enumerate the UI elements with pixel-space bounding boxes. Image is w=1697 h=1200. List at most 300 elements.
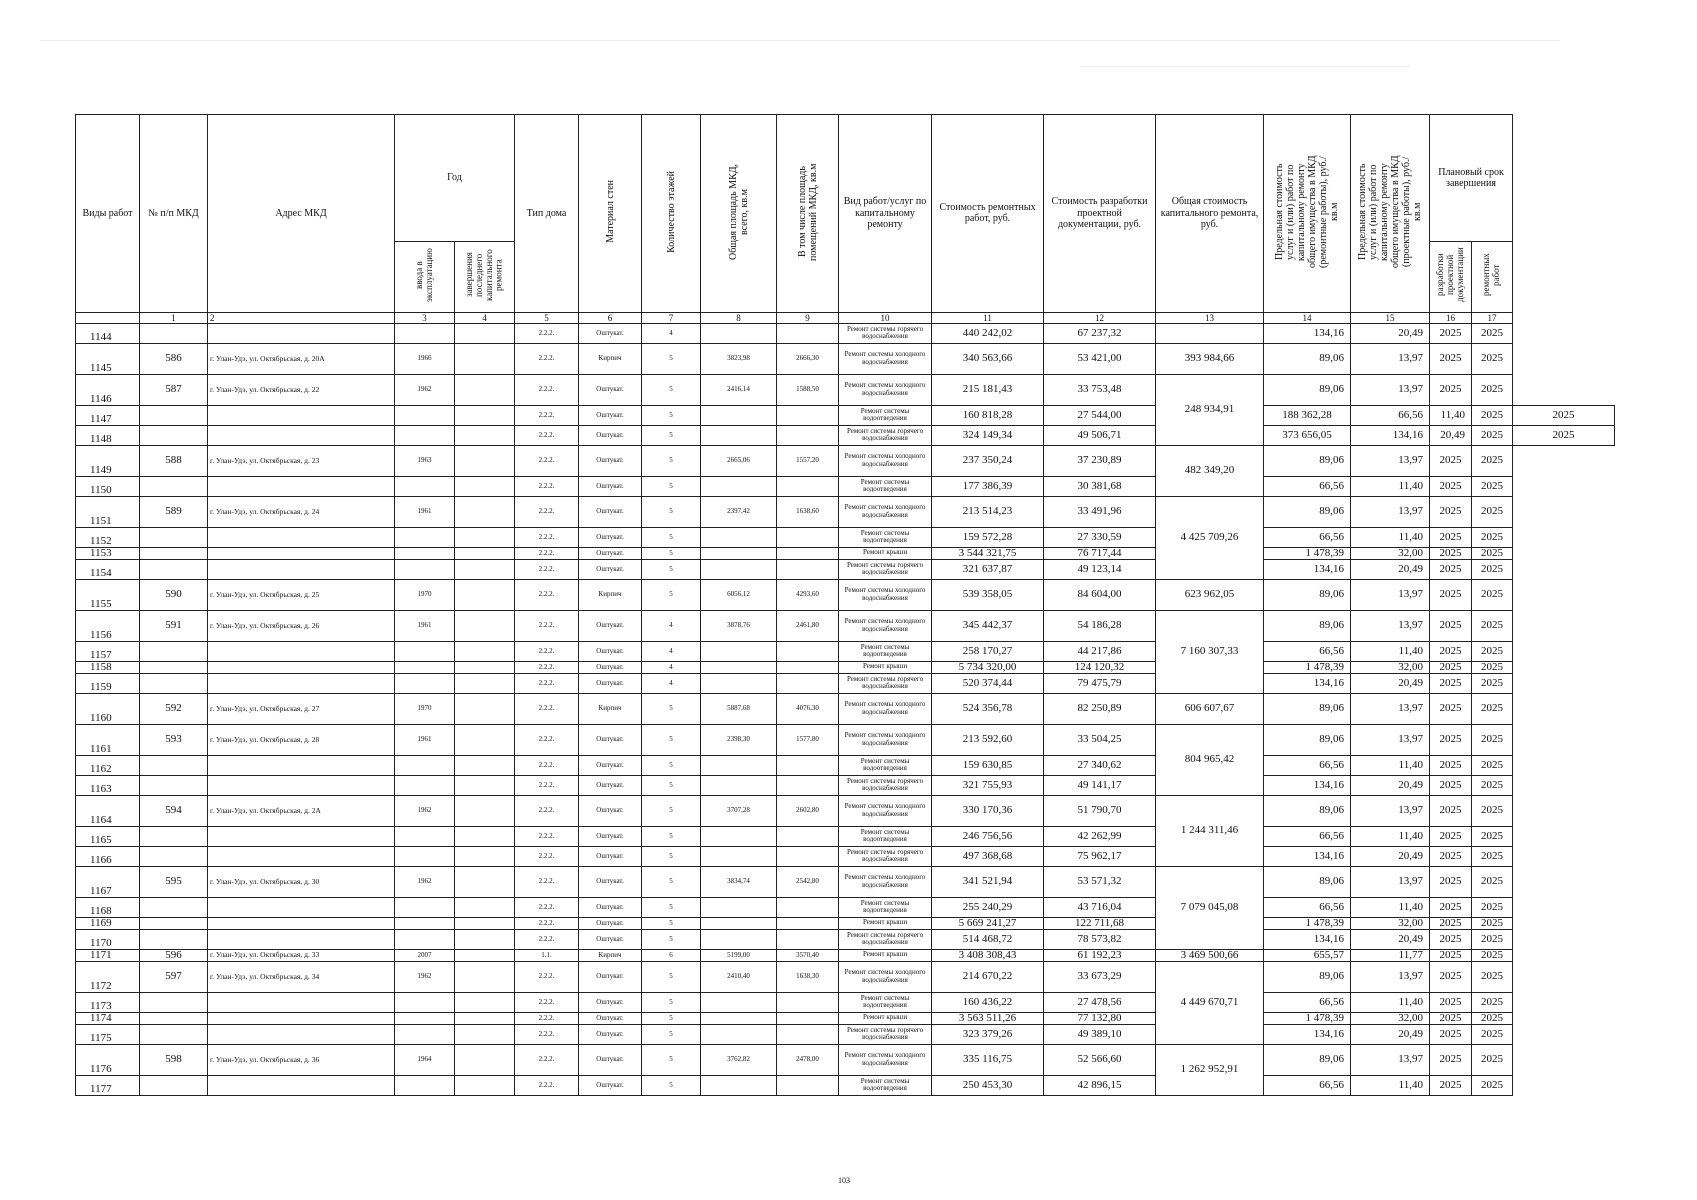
- mkd-number-cell: 590: [140, 579, 208, 610]
- row-number-cell: 1177: [76, 1075, 140, 1095]
- limit-repair-cell: 66,56: [1264, 897, 1351, 917]
- wall-material-cell: Оштукат.: [579, 795, 642, 826]
- table-row: [76, 323, 1615, 343]
- repair-cost-cell: 323 379,26: [932, 1024, 1044, 1044]
- total-area-cell: [701, 323, 777, 343]
- row-number-cell: 1150: [76, 476, 140, 496]
- plan-repair-year-cell: 2025: [1472, 496, 1513, 527]
- plan-repair-year-cell: 2025: [1472, 610, 1513, 641]
- design-cost-cell: 124 120,32: [1044, 661, 1156, 673]
- year-built-cell: 1962: [395, 866, 455, 897]
- limit-design-cell: 13,97: [1351, 961, 1430, 992]
- house-type-cell: 2.2.2.: [515, 641, 579, 661]
- living-area-cell: [777, 559, 839, 579]
- row-number-cell: 1160: [76, 693, 140, 724]
- year-last-repair-cell: [455, 949, 515, 961]
- plan-repair-year-cell: 2025: [1472, 579, 1513, 610]
- address-cell: [208, 547, 395, 559]
- mkd-number-cell: [140, 775, 208, 795]
- wall-material-cell: Оштукат.: [579, 724, 642, 755]
- design-cost-cell: 27 330,59: [1044, 527, 1156, 547]
- row-number-cell: 1144: [76, 323, 140, 343]
- year-built-cell: 1970: [395, 693, 455, 724]
- total-area-cell: [701, 775, 777, 795]
- plan-repair-year-cell: 2025: [1472, 866, 1513, 897]
- mkd-number-cell: [140, 559, 208, 579]
- design-cost-cell: 67 237,32: [1044, 323, 1156, 343]
- limit-repair-cell: 66,56: [1264, 992, 1351, 1012]
- repair-cost-cell: 321 637,87: [932, 559, 1044, 579]
- wall-material-cell: Оштукат.: [579, 826, 642, 846]
- total-area-cell: [701, 559, 777, 579]
- plan-design-year-cell: 2025: [1430, 661, 1472, 673]
- work-type-cell: Ремонт системы водоотведения: [839, 1075, 932, 1095]
- plan-repair-year-cell: 2025: [1472, 724, 1513, 755]
- column-number-cell: 8: [701, 312, 777, 323]
- work-type-cell: Ремонт системы холодного водоснабжения: [839, 343, 932, 374]
- plan-repair-year-cell: 2025: [1472, 826, 1513, 846]
- living-area-cell: [777, 425, 839, 445]
- year-last-repair-cell: [455, 445, 515, 476]
- column-number-cell: 6: [579, 312, 642, 323]
- wall-material-cell: Оштукат.: [579, 323, 642, 343]
- table-row: [76, 992, 1615, 1012]
- house-type-cell: 2.2.2.: [515, 527, 579, 547]
- work-type-cell: Ремонт системы холодного водоснабжения: [839, 374, 932, 405]
- limit-design-cell: 13,97: [1351, 374, 1430, 405]
- table-row: [76, 846, 1615, 866]
- plan-repair-year-cell: 2025: [1472, 661, 1513, 673]
- house-type-cell: 2.2.2.: [515, 547, 579, 559]
- plan-repair-year-cell: 2025: [1472, 929, 1513, 949]
- year-last-repair-cell: [455, 917, 515, 929]
- living-area-cell: [777, 547, 839, 559]
- table-row: [76, 795, 1615, 826]
- plan-design-year-cell: 2025: [1430, 693, 1472, 724]
- year-built-cell: 1963: [395, 445, 455, 476]
- row-number-cell: 1154: [76, 559, 140, 579]
- table-body: [76, 323, 1615, 1095]
- plan-repair-year-cell: 2025: [1472, 476, 1513, 496]
- mkd-number-cell: 592: [140, 693, 208, 724]
- row-number-cell: 1170: [76, 929, 140, 949]
- repair-cost-cell: 3 544 321,75: [932, 547, 1044, 559]
- wall-material-cell: Оштукат.: [579, 374, 642, 405]
- address-cell: [208, 917, 395, 929]
- plan-design-year-cell: 2025: [1430, 961, 1472, 992]
- year-last-repair-cell: [455, 610, 515, 641]
- living-area-cell: [777, 405, 839, 425]
- repair-cost-cell: 440 242,02: [932, 323, 1044, 343]
- table-row: [76, 496, 1615, 527]
- column-number-cell: 7: [642, 312, 701, 323]
- mkd-number-cell: [140, 476, 208, 496]
- year-last-repair-cell: [455, 961, 515, 992]
- limit-design-cell: 32,00: [1351, 917, 1430, 929]
- mkd-number-cell: 593: [140, 724, 208, 755]
- year-built-cell: [395, 405, 455, 425]
- repair-cost-cell: 497 368,68: [932, 846, 1044, 866]
- capital-repair-table: [75, 114, 1615, 1096]
- total-area-cell: 5887,68: [701, 693, 777, 724]
- work-type-cell: Ремонт системы холодного водоснабжения: [839, 961, 932, 992]
- living-area-cell: 2542,80: [777, 866, 839, 897]
- work-type-cell: Ремонт системы горячего водоснабжения: [839, 846, 932, 866]
- design-cost-cell: 33 491,96: [1044, 496, 1156, 527]
- design-cost-cell: 33 753,48: [1044, 374, 1156, 405]
- total-area-cell: [701, 641, 777, 661]
- limit-repair-cell: 89,06: [1264, 693, 1351, 724]
- total-area-cell: [701, 897, 777, 917]
- year-built-cell: [395, 826, 455, 846]
- column-number-cell: 12: [1044, 312, 1156, 323]
- work-type-cell: Ремонт системы холодного водоснабжения: [839, 610, 932, 641]
- plan-repair-year-cell: 2025: [1472, 673, 1513, 693]
- limit-repair-cell: 134,16: [1264, 929, 1351, 949]
- total-area-cell: 3707,28: [701, 795, 777, 826]
- column-number-cell: 9: [777, 312, 839, 323]
- repair-cost-cell: 520 374,44: [932, 673, 1044, 693]
- column-number-cell: 10: [839, 312, 932, 323]
- design-cost-cell: 27 340,62: [1044, 755, 1156, 775]
- table-row: [76, 917, 1615, 929]
- address-cell: г. Улан-Удэ, ул. Октябрьская, д. 34: [208, 961, 395, 992]
- wall-material-cell: Оштукат.: [579, 866, 642, 897]
- plan-design-year-cell: 2025: [1430, 724, 1472, 755]
- limit-design-cell: 13,97: [1351, 445, 1430, 476]
- plan-design-year-cell: 2025: [1430, 897, 1472, 917]
- repair-cost-cell: 524 356,78: [932, 693, 1044, 724]
- mkd-number-cell: [140, 547, 208, 559]
- address-cell: г. Улан-Удэ, ул. Октябрьская, д. 30: [208, 866, 395, 897]
- house-type-cell: 2.2.2.: [515, 755, 579, 775]
- year-built-cell: [395, 1012, 455, 1024]
- year-last-repair-cell: [455, 992, 515, 1012]
- limit-repair-cell: 89,06: [1264, 579, 1351, 610]
- house-type-cell: 2.2.2.: [515, 1044, 579, 1075]
- plan-design-year-cell: 2025: [1430, 641, 1472, 661]
- year-built-cell: [395, 476, 455, 496]
- table-row: [76, 610, 1615, 641]
- plan-design-year-cell: 2025: [1430, 929, 1472, 949]
- header-plan-repair: ремонтных работ: [1472, 242, 1513, 313]
- address-cell: [208, 775, 395, 795]
- floors-cell: 5: [642, 1024, 701, 1044]
- row-number-cell: 1155: [76, 579, 140, 610]
- plan-repair-year-cell: 2025: [1513, 405, 1615, 425]
- year-last-repair-cell: [455, 1012, 515, 1024]
- address-cell: [208, 897, 395, 917]
- floors-cell: 5: [642, 826, 701, 846]
- wall-material-cell: Оштукат.: [579, 961, 642, 992]
- living-area-cell: [777, 641, 839, 661]
- limit-repair-cell: 89,06: [1264, 445, 1351, 476]
- design-cost-cell: 44 217,86: [1044, 641, 1156, 661]
- table-row: [76, 343, 1615, 374]
- total-cost-cell: 1 244 311,46: [1156, 795, 1264, 866]
- wall-material-cell: Оштукат.: [579, 559, 642, 579]
- mkd-number-cell: [140, 425, 208, 445]
- table-row: [76, 673, 1615, 693]
- year-last-repair-cell: [455, 775, 515, 795]
- total-area-cell: 2398,30: [701, 724, 777, 755]
- plan-repair-year-cell: 2025: [1472, 961, 1513, 992]
- design-cost-cell: 42 262,99: [1044, 826, 1156, 846]
- total-cost-cell: 1 262 952,91: [1156, 1044, 1264, 1095]
- wall-material-cell: Оштукат.: [579, 897, 642, 917]
- work-type-cell: Ремонт системы горячего водоснабжения: [839, 323, 932, 343]
- work-type-cell: Ремонт крыши: [839, 661, 932, 673]
- row-number-cell: 1176: [76, 1044, 140, 1075]
- address-cell: г. Улан-Удэ, ул. Октябрьская, д. 36: [208, 1044, 395, 1075]
- floors-cell: 5: [642, 897, 701, 917]
- year-built-cell: [395, 929, 455, 949]
- wall-material-cell: Оштукат.: [579, 755, 642, 775]
- address-cell: [208, 755, 395, 775]
- wall-material-cell: Оштукат.: [579, 673, 642, 693]
- limit-design-cell: 20,49: [1351, 1024, 1430, 1044]
- wall-material-cell: Оштукат.: [579, 405, 642, 425]
- plan-repair-year-cell: 2025: [1472, 846, 1513, 866]
- floors-cell: 5: [642, 343, 701, 374]
- total-area-cell: 3823,98: [701, 343, 777, 374]
- row-number-cell: 1156: [76, 610, 140, 641]
- living-area-cell: 1638,60: [777, 496, 839, 527]
- column-number-cell: 3: [395, 312, 455, 323]
- year-last-repair-cell: [455, 405, 515, 425]
- limit-repair-cell: 66,56: [1264, 826, 1351, 846]
- table-row: [76, 897, 1615, 917]
- year-built-cell: 1961: [395, 610, 455, 641]
- repair-cost-cell: 258 170,27: [932, 641, 1044, 661]
- mkd-number-cell: [140, 1012, 208, 1024]
- plan-design-year-cell: 2025: [1430, 343, 1472, 374]
- house-type-cell: 2.2.2.: [515, 917, 579, 929]
- total-cost-cell: 7 160 307,33: [1156, 610, 1264, 693]
- year-built-cell: 1966: [395, 343, 455, 374]
- year-last-repair-cell: [455, 476, 515, 496]
- design-cost-cell: 78 573,82: [1044, 929, 1156, 949]
- total-area-cell: [701, 425, 777, 445]
- row-number-cell: 1172: [76, 961, 140, 992]
- header-god-zaversh: завершения последнего капитального ремонта: [455, 242, 515, 313]
- floors-cell: 4: [642, 673, 701, 693]
- repair-cost-cell: 160 818,28: [932, 405, 1044, 425]
- row-number-cell: 1149: [76, 445, 140, 476]
- design-cost-cell: 37 230,89: [1044, 445, 1156, 476]
- wall-material-cell: Оштукат.: [579, 476, 642, 496]
- house-type-cell: 2.2.2.: [515, 897, 579, 917]
- total-area-cell: [701, 661, 777, 673]
- mkd-number-cell: [140, 641, 208, 661]
- floors-cell: 5: [642, 775, 701, 795]
- limit-repair-cell: 89,06: [1264, 1044, 1351, 1075]
- header-area-total: Общая площадь МКД, всего, кв.м: [701, 115, 777, 313]
- limit-design-cell: 11,40: [1351, 992, 1430, 1012]
- floors-cell: 5: [642, 374, 701, 405]
- total-cost-cell: 7 079 045,08: [1156, 866, 1264, 949]
- row-number-cell: 1146: [76, 374, 140, 405]
- scan-noise-line: [40, 40, 1560, 41]
- repair-cost-cell: 213 592,60: [932, 724, 1044, 755]
- row-number-cell: 1168: [76, 897, 140, 917]
- year-last-repair-cell: [455, 547, 515, 559]
- wall-material-cell: Оштукат.: [579, 641, 642, 661]
- house-type-cell: 2.2.2.: [515, 1024, 579, 1044]
- floors-cell: 5: [642, 929, 701, 949]
- repair-cost-cell: 177 386,39: [932, 476, 1044, 496]
- header-limit-repair: Предельная стоимость услуг и (или) работ по капитальному ремонту общего имущества в МКД (ремонтные работы), руб./кв.м: [1264, 115, 1351, 313]
- design-cost-cell: 49 506,71: [1044, 425, 1156, 445]
- floors-cell: 5: [642, 693, 701, 724]
- work-type-cell: Ремонт крыши: [839, 1012, 932, 1024]
- column-number-cell: 4: [455, 312, 515, 323]
- row-number-cell: 1161: [76, 724, 140, 755]
- repair-cost-cell: 255 240,29: [932, 897, 1044, 917]
- year-built-cell: [395, 425, 455, 445]
- living-area-cell: [777, 1075, 839, 1095]
- row-number-cell: 1147: [76, 405, 140, 425]
- mkd-number-cell: [140, 755, 208, 775]
- address-cell: [208, 826, 395, 846]
- limit-repair-cell: 1 478,39: [1264, 1012, 1351, 1024]
- page-number: 103: [838, 1176, 850, 1185]
- house-type-cell: 2.2.2.: [515, 476, 579, 496]
- table-row: [76, 374, 1615, 405]
- total-area-cell: 2665,06: [701, 445, 777, 476]
- total-area-cell: 6056,12: [701, 579, 777, 610]
- total-cost-cell: 606 607,67: [1156, 693, 1264, 724]
- plan-repair-year-cell: 2025: [1472, 755, 1513, 775]
- limit-repair-cell: 1 478,39: [1264, 917, 1351, 929]
- year-built-cell: 1961: [395, 496, 455, 527]
- table-row: [76, 476, 1615, 496]
- plan-design-year-cell: 2025: [1430, 559, 1472, 579]
- year-last-repair-cell: [455, 1075, 515, 1095]
- total-cost-cell: [1156, 323, 1264, 343]
- repair-cost-cell: 324 149,34: [932, 425, 1044, 445]
- total-cost-cell: 482 349,20: [1156, 445, 1264, 496]
- header-limit-design: Предельная стоимость услуг и (или) работ по капитальному ремонту общего имущества в МКД (проектные работы), руб./кв.м: [1351, 115, 1430, 313]
- mkd-number-cell: [140, 1075, 208, 1095]
- total-area-cell: 3878,76: [701, 610, 777, 641]
- plan-repair-year-cell: 2025: [1472, 323, 1513, 343]
- row-number-cell: 1174: [76, 1012, 140, 1024]
- design-cost-cell: 49 123,14: [1044, 559, 1156, 579]
- year-built-cell: [395, 661, 455, 673]
- plan-design-year-cell: 2025: [1430, 323, 1472, 343]
- limit-repair-cell: 66,56: [1264, 527, 1351, 547]
- design-cost-cell: 82 250,89: [1044, 693, 1156, 724]
- living-area-cell: 4076,30: [777, 693, 839, 724]
- design-cost-cell: 33 504,25: [1044, 724, 1156, 755]
- work-type-cell: Ремонт системы водоотведения: [839, 826, 932, 846]
- work-type-cell: Ремонт системы холодного водоснабжения: [839, 496, 932, 527]
- header-row-main: [76, 115, 1615, 242]
- row-number-cell: 1173: [76, 992, 140, 1012]
- total-area-cell: 5199,00: [701, 949, 777, 961]
- address-cell: г. Улан-Удэ, ул. Октябрьская, д. 22: [208, 374, 395, 405]
- row-number-cell: 1165: [76, 826, 140, 846]
- mkd-number-cell: 586: [140, 343, 208, 374]
- living-area-cell: [777, 476, 839, 496]
- living-area-cell: 1588,50: [777, 374, 839, 405]
- address-cell: [208, 673, 395, 693]
- column-number-cell: 5: [515, 312, 579, 323]
- design-cost-cell: 42 896,15: [1044, 1075, 1156, 1095]
- row-number-cell: 1157: [76, 641, 140, 661]
- mkd-number-cell: 594: [140, 795, 208, 826]
- plan-repair-year-cell: 2025: [1472, 1075, 1513, 1095]
- limit-design-cell: 32,00: [1351, 547, 1430, 559]
- plan-repair-year-cell: 2025: [1472, 641, 1513, 661]
- plan-design-year-cell: 2025: [1430, 1012, 1472, 1024]
- floors-cell: 4: [642, 610, 701, 641]
- address-cell: [208, 527, 395, 547]
- limit-repair-cell: 89,06: [1264, 610, 1351, 641]
- plan-design-year-cell: 2025: [1472, 425, 1513, 445]
- plan-design-year-cell: 2025: [1430, 826, 1472, 846]
- mkd-number-cell: [140, 826, 208, 846]
- house-type-cell: 2.2.2.: [515, 579, 579, 610]
- limit-design-cell: 20,49: [1351, 323, 1430, 343]
- wall-material-cell: Оштукат.: [579, 425, 642, 445]
- address-cell: [208, 323, 395, 343]
- table-row: [76, 405, 1615, 425]
- plan-design-year-cell: 2025: [1430, 1075, 1472, 1095]
- repair-cost-cell: 321 755,93: [932, 775, 1044, 795]
- table-row: [76, 445, 1615, 476]
- limit-repair-cell: 134,16: [1264, 775, 1351, 795]
- year-built-cell: [395, 527, 455, 547]
- total-area-cell: [701, 992, 777, 1012]
- house-type-cell: 2.2.2.: [515, 961, 579, 992]
- total-cost-cell: 3 469 500,66: [1156, 949, 1264, 961]
- total-cost-cell: 393 984,66: [1156, 343, 1264, 374]
- floors-cell: 5: [642, 866, 701, 897]
- year-last-repair-cell: [455, 755, 515, 775]
- total-area-cell: [701, 846, 777, 866]
- row-number-cell: 1167: [76, 866, 140, 897]
- row-number-cell: 1162: [76, 755, 140, 775]
- design-cost-cell: 77 132,80: [1044, 1012, 1156, 1024]
- address-cell: [208, 846, 395, 866]
- floors-cell: 4: [642, 661, 701, 673]
- work-type-cell: Ремонт системы водоотведения: [839, 755, 932, 775]
- work-type-cell: Ремонт крыши: [839, 547, 932, 559]
- house-type-cell: 2.2.2.: [515, 724, 579, 755]
- design-cost-cell: 54 186,28: [1044, 610, 1156, 641]
- address-cell: г. Улан-Удэ, ул. Октябрьская, д. 28: [208, 724, 395, 755]
- work-type-cell: Ремонт системы горячего водоснабжения: [839, 673, 932, 693]
- mkd-number-cell: [140, 405, 208, 425]
- work-type-cell: Ремонт системы горячего водоснабжения: [839, 559, 932, 579]
- floors-cell: 5: [642, 425, 701, 445]
- address-cell: [208, 929, 395, 949]
- house-type-cell: 2.2.2.: [515, 866, 579, 897]
- table-row: [76, 1075, 1615, 1095]
- living-area-cell: [777, 527, 839, 547]
- plan-design-year-cell: 2025: [1430, 547, 1472, 559]
- limit-design-cell: 11,40: [1430, 405, 1472, 425]
- repair-cost-cell: 215 181,43: [932, 374, 1044, 405]
- mkd-number-cell: 597: [140, 961, 208, 992]
- table-row: [76, 547, 1615, 559]
- table-row: [76, 1024, 1615, 1044]
- repair-cost-cell: 340 563,66: [932, 343, 1044, 374]
- wall-material-cell: Оштукат.: [579, 1075, 642, 1095]
- total-cost-cell: 373 656,05: [1264, 425, 1351, 445]
